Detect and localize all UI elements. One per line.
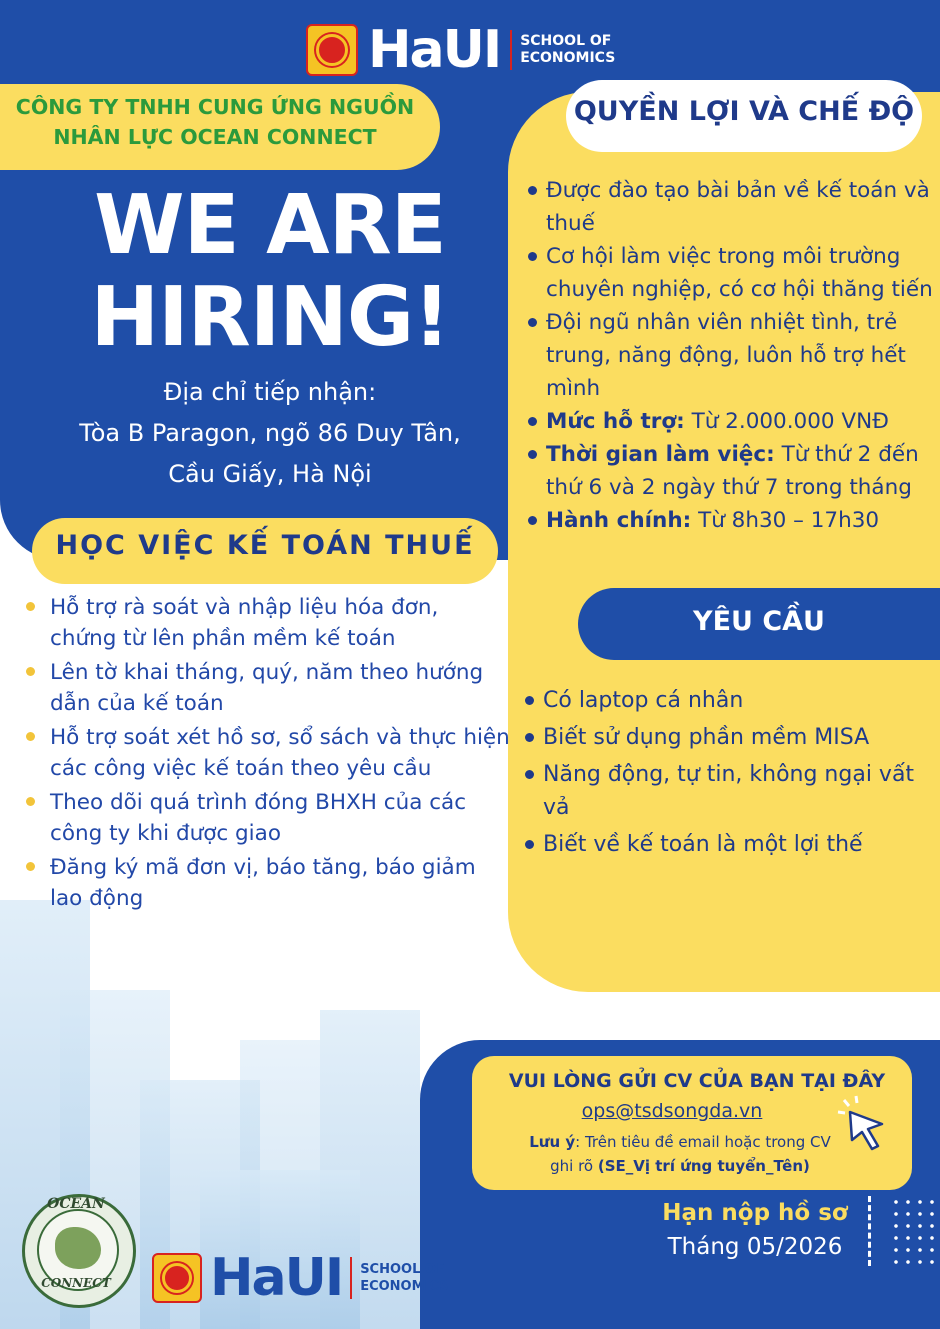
dashed-divider xyxy=(868,1196,871,1266)
list-item: Cơ hội làm việc trong môi trường chuyên nghiệp, có cơ hội thăng tiến xyxy=(546,240,940,306)
school-name: SCHOOL OF ECONOMICS xyxy=(360,1262,449,1294)
list-item: Đội ngũ nhân viên nhiệt tình, trẻ trung, năng động, luôn hỗ trợ hết mình xyxy=(546,306,940,405)
company-name: CÔNG TY TNHH CUNG ỨNG NGUỒN NHÂN LỰC OCEAN CONNECT xyxy=(15,95,415,149)
haui-wordmark: HaUI xyxy=(210,1248,343,1308)
list-item: Biết sử dụng phần mềm MISA xyxy=(543,721,923,754)
apply-note: Lưu ý: Trên tiêu đề email hoặc trong CV ghi rõ (SE_Vị trí ứng tuyển_Tên) xyxy=(529,1133,831,1175)
haui-seal-icon xyxy=(306,24,358,76)
requirements-title: YÊU CẦU xyxy=(693,606,825,637)
list-item: Hỗ trợ rà soát và nhập liệu hóa đơn, chứng từ lên phần mềm kế toán xyxy=(50,592,510,654)
apply-email-link[interactable]: ops@tsdsongda.vn xyxy=(581,1100,763,1122)
list-item: Lên tờ khai tháng, quý, năm theo hướng dẫn của kế toán xyxy=(50,657,510,719)
logo-separator xyxy=(510,30,512,70)
school-name: SCHOOL OF ECONOMICS xyxy=(520,33,616,66)
benefits-title: QUYỀN LỢI VÀ CHẾ ĐỘ xyxy=(573,96,915,127)
haui-logo-header xyxy=(306,20,615,80)
apply-title: VUI LÒNG GỬI CV CỦA BẠN TẠI ĐÂY xyxy=(508,1070,886,1092)
ocean-logo-bottom-text: CONNECT xyxy=(41,1276,111,1290)
logo-separator xyxy=(350,1257,352,1299)
support-item: Mức hỗ trợ: Từ 2.000.000 VNĐ xyxy=(546,405,940,438)
list-item: Năng động, tự tin, không ngại vất vả xyxy=(543,758,923,824)
benefits-list xyxy=(546,174,940,537)
working-time-item: Thời gian làm việc: Từ thứ 2 đến thứ 6 và 2 ngày thứ 7 trong tháng xyxy=(546,438,940,504)
hiring-headline: WE ARE HIRING! xyxy=(90,178,450,365)
click-cursor-icon xyxy=(836,1094,896,1154)
haui-wordmark: HaUI xyxy=(368,20,501,80)
list-item: Đăng ký mã đơn vị, báo tăng, báo giảm lao động xyxy=(50,852,510,914)
globe-icon xyxy=(55,1227,101,1269)
dot-pattern xyxy=(890,1196,938,1266)
list-item: Theo dõi quá trình đóng BHXH của các công ty khi được giao xyxy=(50,787,510,849)
office-hours-item: Hành chính: Từ 8h30 – 17h30 xyxy=(546,504,940,537)
requirements-list xyxy=(543,684,923,865)
list-item: Biết về kế toán là một lợi thế xyxy=(543,828,923,861)
job-duties-list xyxy=(50,592,510,917)
list-item: Có laptop cá nhân xyxy=(543,684,923,717)
job-title: HỌC VIỆC KẾ TOÁN THUẾ xyxy=(55,530,475,561)
list-item: Được đào tạo bài bản về kế toán và thuế xyxy=(546,174,940,240)
haui-logo-footer xyxy=(152,1248,449,1308)
deadline-value: Tháng 05/2026 xyxy=(667,1234,843,1260)
ocean-logo-top-text: OCEAN xyxy=(47,1196,105,1212)
list-item: Hỗ trợ soát xét hồ sơ, sổ sách và thực hiện các công việc kế toán theo yêu cầu xyxy=(50,722,510,784)
address-block: Địa chỉ tiếp nhận: Tòa B Paragon, ngõ 86 Duy Tân, Cầu Giấy, Hà Nội xyxy=(79,378,461,488)
deadline-label: Hạn nộp hồ sơ xyxy=(662,1200,848,1226)
haui-seal-icon xyxy=(152,1253,202,1303)
